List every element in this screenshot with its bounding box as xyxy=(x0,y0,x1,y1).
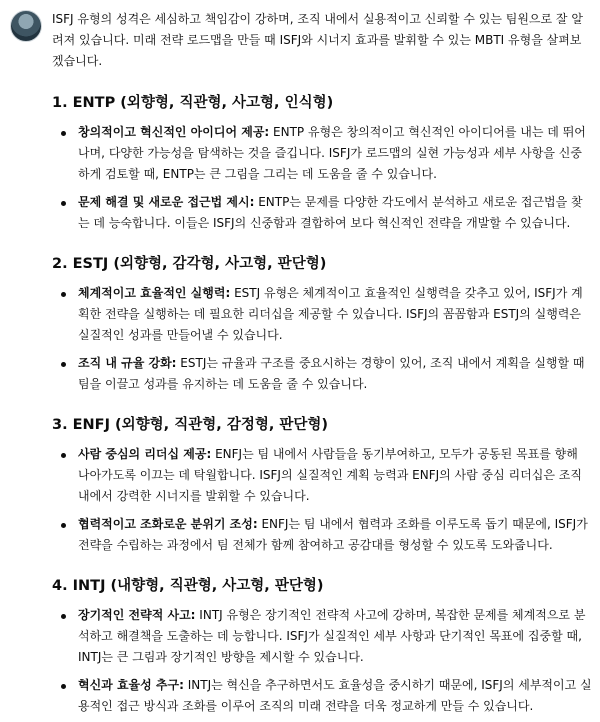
list-item xyxy=(52,353,592,395)
assistant-avatar xyxy=(10,10,42,42)
section-title: 2. ESTJ (외향형, 감각형, 사고형, 판단형) xyxy=(52,256,327,272)
item-text: ENFJ는 팀 내에서 협력과 조화를 이루도록 돕기 때문에, ISFJ가 전략을 수립하는 과정에서 팀 전체가 함께 참여하고 공감대를 형성할 수 있도록 도와줍니다. xyxy=(78,517,588,552)
section-title: 4. INTJ (내향형, 직관형, 사고형, 판단형) xyxy=(52,578,324,594)
list-item xyxy=(52,444,592,507)
item-label: 문제 해결 및 새로운 접근법 제시: xyxy=(78,195,255,209)
list-item xyxy=(52,605,592,668)
section-intj xyxy=(52,576,592,717)
list-item xyxy=(52,122,592,185)
item-label: 혁신과 효율성 추구: xyxy=(78,678,184,692)
list-item xyxy=(52,675,592,717)
intro-paragraph: ISFJ 유형의 성격은 세심하고 책임감이 강하며, 조직 내에서 실용적이고 신뢰할 수 있는 팀원으로 잘 알려져 있습니다. 미래 전략 로드맵을 만들 때 ISFJ와 시너지 효과를 발휘할 수 있는 MBTI 유형을 살펴보겠습니다. xyxy=(52,12,583,68)
message-content xyxy=(52,9,592,717)
item-text: ENFJ는 팀 내에서 사람들을 동기부여하고, 모두가 공동된 목표를 향해 나아가도록 이끄는 데 탁월합니다. ISFJ의 실질적인 계획 능력과 ENFJ의 사람 중심 리더십은 조직 내에서 강력한 시너지를 발휘할 수 있습니다. xyxy=(78,447,582,503)
item-text: ENTP 유형은 창의적이고 혁신적인 아이디어를 내는 데 뛰어나며, 다양한 가능성을 탐색하는 것을 즐깁니다. ISFJ가 로드맵의 실현 가능성과 세부 사항을 신중하게 검토할 때, ENTP는 큰 그림을 그리는 데 도움을 줄 수 있습니다. xyxy=(78,125,586,181)
item-label: 장기적인 전략적 사고: xyxy=(78,608,196,622)
section-estj xyxy=(52,254,592,395)
list-item xyxy=(52,192,592,234)
list-item xyxy=(52,514,592,556)
bullet-list xyxy=(52,122,592,234)
section-title: 3. ENFJ (외향형, 직관형, 감정형, 판단형) xyxy=(52,417,329,433)
list-item xyxy=(52,283,592,346)
item-text: ENTP는 문제를 다양한 각도에서 분석하고 새로운 접근법을 찾는 데 능숙합니다. 이들은 ISFJ의 신중함과 결합하여 보다 혁신적인 전략을 개발할 수 있습니다. xyxy=(78,195,583,230)
bullet-list xyxy=(52,444,592,556)
item-text: ESTJ는 규율과 구조를 중요시하는 경향이 있어, 조직 내에서 계획을 실행할 때 팀을 이끌고 성과를 유지하는 데 도움을 줄 수 있습니다. xyxy=(78,356,585,391)
section-enfj xyxy=(52,415,592,556)
item-text: INTJ 유형은 장기적인 전략적 사고에 강하며, 복잡한 문제를 체계적으로 분석하고 해결책을 도출하는 데 능합니다. ISFJ가 실질적인 세부 사항과 단기적인 목표에 집중할 때, INTJ는 큰 그림과 장기적인 방향을 제시할 수 있습니다. xyxy=(78,608,586,664)
item-text: ESTJ 유형은 체계적이고 효율적인 실행력을 갖추고 있어, ISFJ가 계획한 전략을 실행하는 데 필요한 리더십을 제공할 수 있습니다. ISFJ의 꼼꼼함과 ESTJ의 실행력은 실질적인 성과를 만들어낼 수 있습니다. xyxy=(78,286,583,342)
item-label: 창의적이고 혁신적인 아이디어 제공: xyxy=(78,125,270,139)
item-label: 사람 중심의 리더십 제공: xyxy=(78,447,212,461)
item-text: INTJ는 혁신을 추구하면서도 효율성을 중시하기 때문에, ISFJ의 세부적이고 실용적인 접근 방식과 조화를 이루어 조직의 미래 전략을 더욱 정교하게 만들 수 있습니다. xyxy=(78,678,592,713)
item-label: 조직 내 규율 강화: xyxy=(78,356,177,370)
bullet-list xyxy=(52,283,592,395)
item-label: 협력적이고 조화로운 분위기 조성: xyxy=(78,517,258,531)
section-title: 1. ENTP (외향형, 직관형, 사고형, 인식형) xyxy=(52,95,334,111)
bullet-list xyxy=(52,605,592,717)
item-label: 체계적이고 효율적인 실행력: xyxy=(78,286,231,300)
section-entp xyxy=(52,93,592,234)
